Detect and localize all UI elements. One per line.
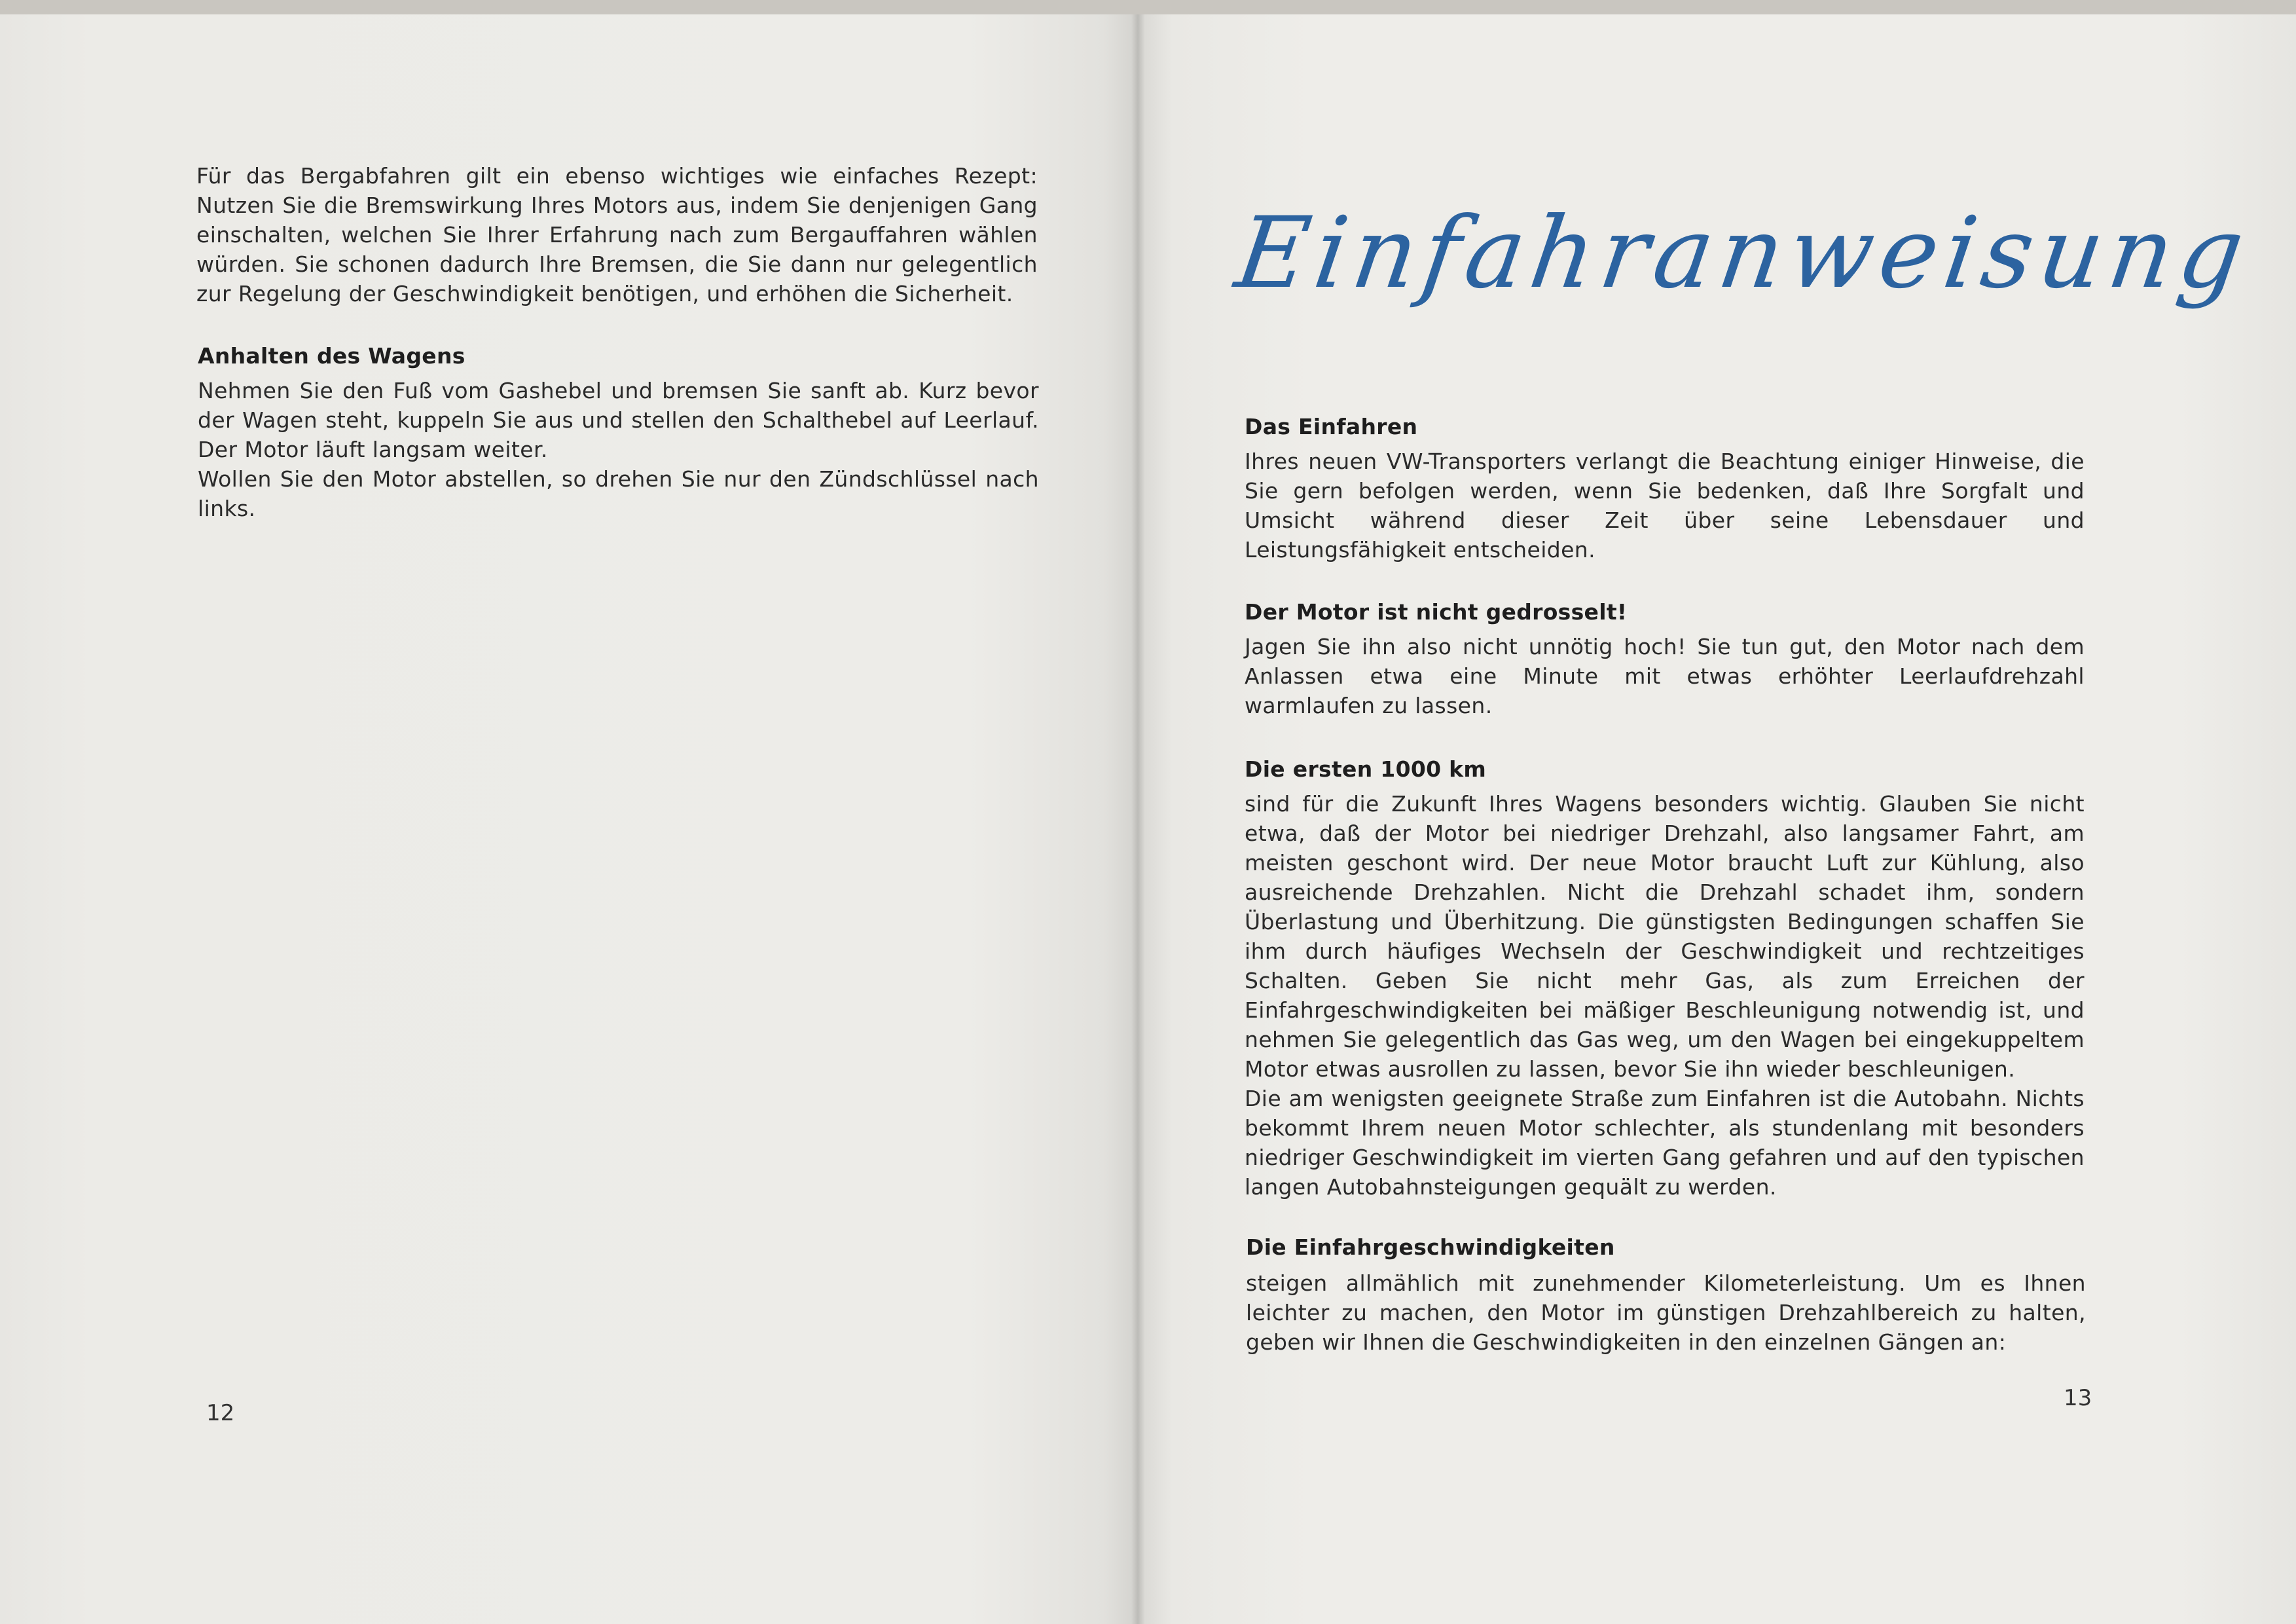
- section-paragraph: steigen allmählich mit zunehmender Kilometerleistung. Um es Ihnen leichter zu machen, den Motor im günstigen Drehzahlbereich zu halten, geben wir Ihnen die Geschwindigkeiten in den einzelnen Gängen an:: [1246, 1270, 2086, 1355]
- page-number-right: 13: [2064, 1385, 2092, 1411]
- page-number-left: 12: [206, 1400, 235, 1426]
- section-paragraph: Ihres neuen VW-Transporters verlangt die Beachtung einiger Hinweise, die Sie gern befolgen werden, wenn Sie bedenken, daß Ihre Sorgfalt und Umsicht während dieser Zeit über seine Lebensdauer und Leistungsfähigkeit entscheiden.: [1245, 449, 2085, 563]
- section-paragraph: Wollen Sie den Motor abstellen, so drehen Sie nur den Zündschlüssel nach links.: [198, 466, 1039, 521]
- intro-paragraph: [196, 161, 1038, 308]
- section-heading-anhalten: Anhalten des Wagens: [198, 343, 465, 369]
- section-paragraph: Nehmen Sie den Fuß vom Gashebel und bremsen Sie sanft ab. Kurz bevor der Wagen steht, kuppeln Sie aus und stellen den Schalthebel auf Leerlauf. Der Motor läuft langsam weiter.: [198, 378, 1039, 462]
- page-title: Einfahranweisung: [1229, 196, 2257, 310]
- section-body-1: [1245, 632, 2085, 720]
- section-body-3: [1246, 1268, 2086, 1357]
- section-heading-0: Das Einfahren: [1245, 414, 1418, 439]
- intro-paragraph-text: Für das Bergabfahren gilt ein ebenso wichtiges wie einfaches Rezept: Nutzen Sie die Bremswirkung Ihres Motors aus, indem Sie denjenigen Gang einschalten, welchen Sie Ihrer Erfahrung nach zum Bergauffahren wählen würden. Sie schonen dadurch Ihre Bremsen, die Sie dann nur gelegentlich zur Regelung der Geschwindigkeit benötigen, und erhöhen die Sicherheit.: [196, 163, 1038, 306]
- section-paragraph: sind für die Zukunft Ihres Wagens besonders wichtig. Glauben Sie nicht etwa, daß der Motor bei niedriger Drehzahl, also langsamer Fahrt, am meisten geschont wird. Der neue Motor braucht Luft zur Kühlung, also ausreichende Drehzahlen. Nicht die Drehzahl schadet ihm, sondern Überlastung und Überhitzung. Die günstigsten Bedingungen schaffen Sie ihm durch häufiges Wechseln der Geschwindigkeit und rechtzeitiges Schalten. Geben Sie nicht mehr Gas, als zum Erreichen der Einfahrgeschwindigkeiten bei mäßiger Beschleunigung notwendig ist, und nehmen Sie gelegentlich das Gas weg, um den Wagen bei eingekuppeltem Motor etwas ausrollen zu lassen, bevor Sie ihn wieder beschleunigen.: [1245, 791, 2085, 1082]
- section-body-2: [1245, 789, 2085, 1202]
- section-heading-2: Die ersten 1000 km: [1245, 756, 1487, 782]
- book-gutter: [1131, 14, 1144, 1624]
- section-body-anhalten: [198, 376, 1039, 523]
- section-body-0: [1245, 447, 2085, 564]
- section-paragraph: Jagen Sie ihn also nicht unnötig hoch! Sie tun gut, den Motor nach dem Anlassen etwa eine Minute mit etwas erhöhter Leerlaufdrehzahl warmlaufen zu lassen.: [1245, 634, 2085, 718]
- section-paragraph: Die am wenigsten geeignete Straße zum Einfahren ist die Autobahn. Nichts bekommt Ihrem neuen Motor schlechter, als stundenlang mit besonders niedriger Geschwindigkeit im vierten Gang gefahren und auf den typischen langen Autobahnsteigungen gequält zu werden.: [1245, 1086, 2085, 1200]
- section-heading-3: Die Einfahrgeschwindigkeiten: [1246, 1234, 1615, 1260]
- section-heading-1: Der Motor ist nicht gedrosselt!: [1245, 599, 1628, 625]
